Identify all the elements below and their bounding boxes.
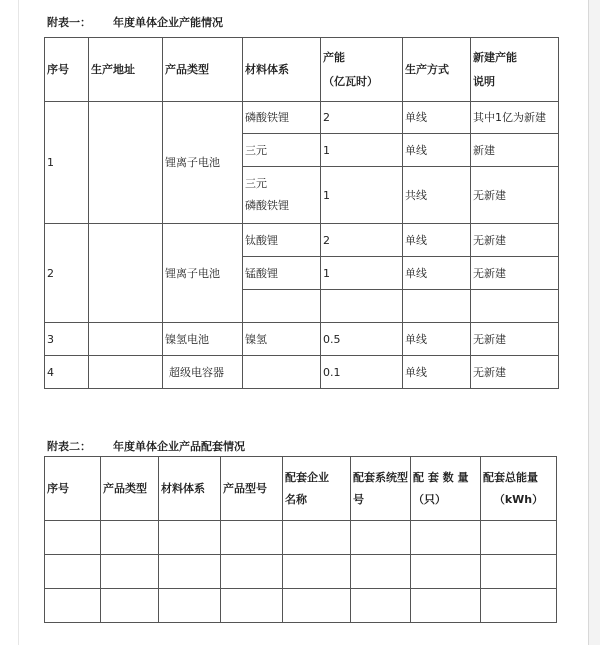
cell-address bbox=[89, 102, 163, 224]
header-capacity-line2: （亿瓦时） bbox=[323, 74, 378, 88]
cell-material bbox=[243, 290, 321, 323]
cell-empty bbox=[411, 521, 481, 555]
cell-material bbox=[243, 167, 321, 224]
header-partner bbox=[283, 457, 351, 521]
cell-method: 单线 bbox=[403, 323, 471, 356]
table-row bbox=[45, 224, 559, 257]
supply-table bbox=[44, 456, 557, 623]
cell-empty bbox=[283, 521, 351, 555]
cell-empty bbox=[351, 555, 411, 589]
cell-capacity: 1 bbox=[321, 167, 403, 224]
table-header-row bbox=[45, 38, 559, 102]
cell-capacity: 0.5 bbox=[321, 323, 403, 356]
cell-method: 单线 bbox=[403, 257, 471, 290]
cell-seq: 4 bbox=[45, 356, 89, 389]
header-method: 生产方式 bbox=[403, 38, 471, 102]
cell-seq: 1 bbox=[45, 102, 89, 224]
header-system-line1: 配套系统型 bbox=[353, 470, 408, 484]
cell-empty bbox=[481, 555, 557, 589]
header-product-type: 产品类型 bbox=[163, 38, 243, 102]
cell-empty bbox=[101, 521, 159, 555]
header-partner-line2: 名称 bbox=[285, 492, 307, 506]
cell-note: 其中1亿为新建 bbox=[471, 102, 559, 134]
header-quantity-line1: 配 套 数 量 bbox=[413, 470, 469, 484]
table-header-row bbox=[45, 457, 557, 521]
header-material: 材料体系 bbox=[243, 38, 321, 102]
header-partner-line1: 配套企业 bbox=[285, 470, 329, 484]
cell-capacity bbox=[321, 290, 403, 323]
cell-empty bbox=[159, 521, 221, 555]
page-margin-line bbox=[18, 0, 19, 645]
cell-seq: 3 bbox=[45, 323, 89, 356]
table-row bbox=[45, 323, 559, 356]
cell-product-type: 超级电容器 bbox=[163, 356, 243, 389]
cell-note: 无新建 bbox=[471, 356, 559, 389]
cell-product-type: 镍氢电池 bbox=[163, 323, 243, 356]
cell-note: 无新建 bbox=[471, 167, 559, 224]
cell-product-type: 锂离子电池 bbox=[163, 224, 243, 323]
cell-material-line2: 磷酸铁锂 bbox=[245, 199, 289, 212]
cell-empty bbox=[411, 555, 481, 589]
table-row bbox=[45, 356, 559, 389]
table-row-empty bbox=[45, 555, 557, 589]
cell-empty bbox=[283, 589, 351, 623]
cell-empty bbox=[221, 555, 283, 589]
cell-empty bbox=[221, 589, 283, 623]
table-row bbox=[45, 102, 559, 134]
header-material: 材料体系 bbox=[159, 457, 221, 521]
cell-empty bbox=[45, 555, 101, 589]
cell-method: 单线 bbox=[403, 224, 471, 257]
table-row-empty bbox=[45, 521, 557, 555]
cell-empty bbox=[45, 521, 101, 555]
cell-address bbox=[89, 323, 163, 356]
table2-caption-number: 附表二： bbox=[47, 440, 91, 453]
header-new-line2: 说明 bbox=[473, 74, 495, 88]
cell-method: 单线 bbox=[403, 102, 471, 134]
header-quantity bbox=[411, 457, 481, 521]
cell-note: 无新建 bbox=[471, 323, 559, 356]
cell-material: 锰酸锂 bbox=[243, 257, 321, 290]
header-capacity-line1: 产能 bbox=[323, 50, 345, 64]
table1-caption-number: 附表一： bbox=[47, 16, 91, 29]
header-quantity-line2: （只） bbox=[413, 492, 446, 506]
header-energy-line2: （kWh） bbox=[493, 492, 544, 506]
header-energy-line1: 配套总能量 bbox=[483, 470, 538, 484]
cell-empty bbox=[411, 589, 481, 623]
header-new-line1: 新建产能 bbox=[473, 50, 517, 64]
header-energy bbox=[481, 457, 557, 521]
table1-caption-title: 年度单体企业产能情况 bbox=[113, 16, 223, 29]
cell-empty bbox=[101, 589, 159, 623]
cell-empty bbox=[481, 589, 557, 623]
table2-caption bbox=[47, 438, 245, 454]
cell-material-line1: 三元 bbox=[245, 177, 267, 190]
header-system bbox=[351, 457, 411, 521]
table-row-empty bbox=[45, 589, 557, 623]
cell-method: 单线 bbox=[403, 134, 471, 167]
cell-product-type: 锂离子电池 bbox=[163, 102, 243, 224]
header-new bbox=[471, 38, 559, 102]
cell-material: 钛酸锂 bbox=[243, 224, 321, 257]
header-capacity bbox=[321, 38, 403, 102]
cell-empty bbox=[45, 589, 101, 623]
cell-empty bbox=[101, 555, 159, 589]
cell-method: 共线 bbox=[403, 167, 471, 224]
table2-caption-title: 年度单体企业产品配套情况 bbox=[113, 440, 245, 453]
cell-method: 单线 bbox=[403, 356, 471, 389]
cell-note: 新建 bbox=[471, 134, 559, 167]
cell-address bbox=[89, 224, 163, 323]
header-model: 产品型号 bbox=[221, 457, 283, 521]
cell-seq: 2 bbox=[45, 224, 89, 323]
cell-capacity: 2 bbox=[321, 224, 403, 257]
cell-empty bbox=[283, 555, 351, 589]
cell-note: 无新建 bbox=[471, 224, 559, 257]
cell-empty bbox=[221, 521, 283, 555]
header-seq: 序号 bbox=[45, 457, 101, 521]
cell-address bbox=[89, 356, 163, 389]
cell-capacity: 2 bbox=[321, 102, 403, 134]
cell-material: 三元 bbox=[243, 134, 321, 167]
cell-method bbox=[403, 290, 471, 323]
header-address: 生产地址 bbox=[89, 38, 163, 102]
cell-material: 磷酸铁锂 bbox=[243, 102, 321, 134]
cell-empty bbox=[351, 521, 411, 555]
header-product-type: 产品类型 bbox=[101, 457, 159, 521]
cell-material: 镍氢 bbox=[243, 323, 321, 356]
cell-capacity: 0.1 bbox=[321, 356, 403, 389]
header-seq: 序号 bbox=[45, 38, 89, 102]
cell-material bbox=[243, 356, 321, 389]
cell-capacity: 1 bbox=[321, 134, 403, 167]
capacity-table bbox=[44, 37, 559, 389]
cell-note bbox=[471, 290, 559, 323]
cell-empty bbox=[351, 589, 411, 623]
cell-empty bbox=[481, 521, 557, 555]
cell-empty bbox=[159, 589, 221, 623]
cell-empty bbox=[159, 555, 221, 589]
cell-note: 无新建 bbox=[471, 257, 559, 290]
header-system-line2: 号 bbox=[353, 492, 364, 506]
cell-capacity: 1 bbox=[321, 257, 403, 290]
table1-caption bbox=[47, 14, 223, 30]
